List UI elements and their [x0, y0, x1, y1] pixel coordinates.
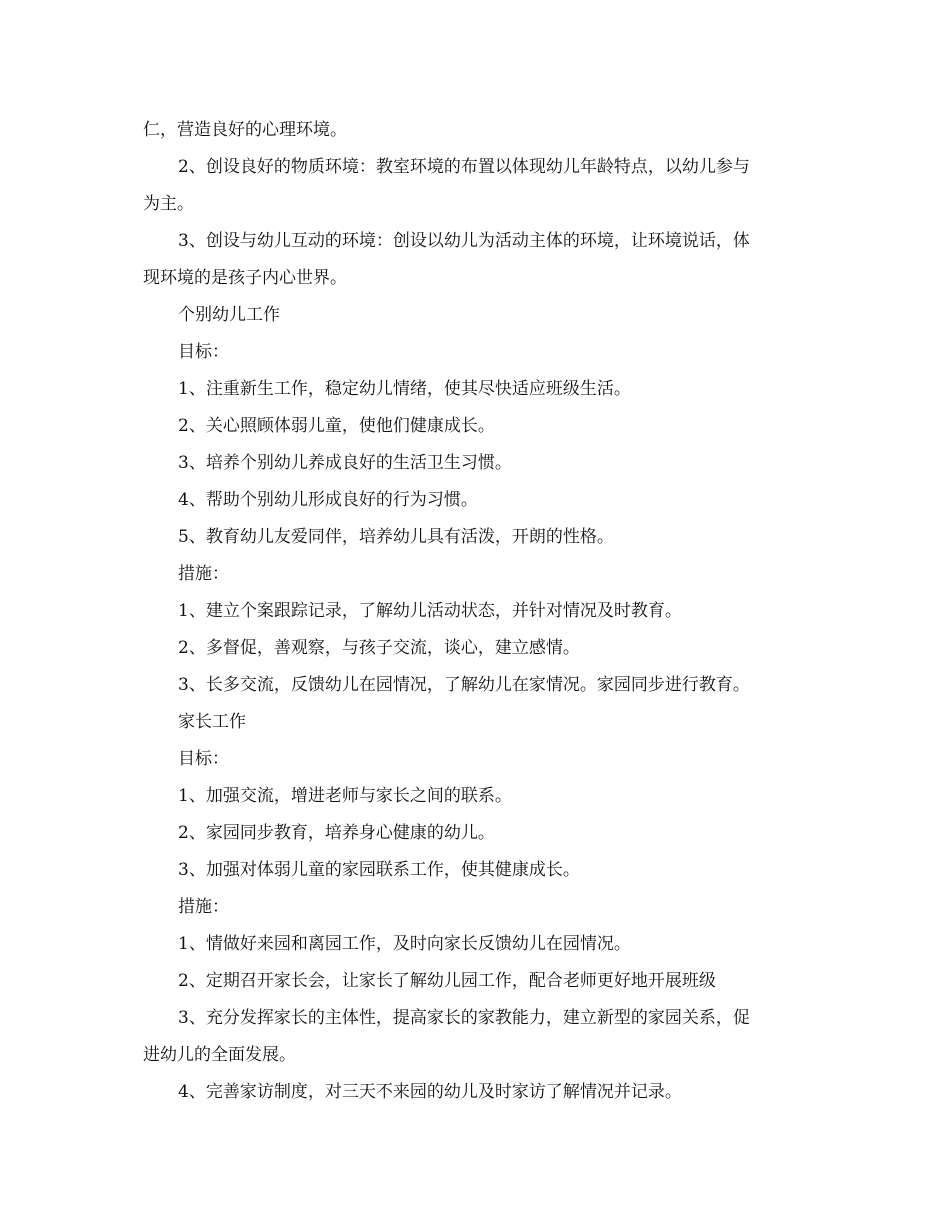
text-line: 仁，营造良好的心理环境。 [143, 120, 347, 140]
text-line: 1、加强交流，增进老师与家长之间的联系。 [178, 786, 512, 806]
text-line: 4、完善家访制度，对三天不来园的幼儿及时家访了解情况并记录。 [178, 1082, 682, 1102]
text-line: 进幼儿的全面发展。 [143, 1045, 296, 1065]
document-body [143, 112, 807, 1111]
text-line: 为主。 [143, 194, 194, 214]
text-line: 3、充分发挥家长的主体性，提高家长的家教能力，建立新型的家园关系，促 [178, 1008, 750, 1028]
text-line: 措施： [178, 897, 229, 917]
text-line: 2、关心照顾体弱儿童，使他们健康成长。 [178, 416, 495, 436]
text-line: 2、多督促，善观察，与孩子交流，谈心，建立感情。 [178, 638, 580, 658]
text-line: 家长工作 [178, 712, 246, 732]
text-line: 3、加强对体弱儿童的家园联系工作，使其健康成长。 [178, 860, 580, 880]
text-line: 个别幼儿工作 [178, 305, 280, 325]
text-line: 3、创设与幼儿互动的环境：创设以幼儿为活动主体的环境，让环境说话，体 [178, 231, 750, 251]
text-line: 1、情做好来园和离园工作，及时向家长反馈幼儿在园情况。 [178, 934, 631, 954]
text-line: 目标： [178, 749, 229, 769]
text-line: 5、教育幼儿友爱同伴，培养幼儿具有活泼，开朗的性格。 [178, 527, 614, 547]
text-line: 3、培养个别幼儿养成良好的生活卫生习惯。 [178, 453, 512, 473]
text-line: 4、帮助个别幼儿形成良好的行为习惯。 [178, 490, 478, 510]
text-line: 2、定期召开家长会，让家长了解幼儿园工作，配合老师更好地开展班级 [178, 971, 716, 991]
text-line: 1、注重新生工作，稳定幼儿情绪，使其尽快适应班级生活。 [178, 379, 631, 399]
text-line: 3、长多交流，反馈幼儿在园情况，了解幼儿在家情况。家园同步进行教育。 [178, 675, 750, 695]
text-line: 措施： [178, 564, 229, 584]
text-line: 目标： [178, 342, 229, 362]
text-line: 2、创设良好的物质环境：教室环境的布置以体现幼儿年龄特点，以幼儿参与 [178, 157, 750, 177]
text-line: 现环境的是孩子内心世界。 [143, 268, 347, 288]
text-line: 2、家园同步教育，培养身心健康的幼儿。 [178, 823, 495, 843]
text-line: 1、建立个案跟踪记录，了解幼儿活动状态，并针对情况及时教育。 [178, 601, 682, 621]
